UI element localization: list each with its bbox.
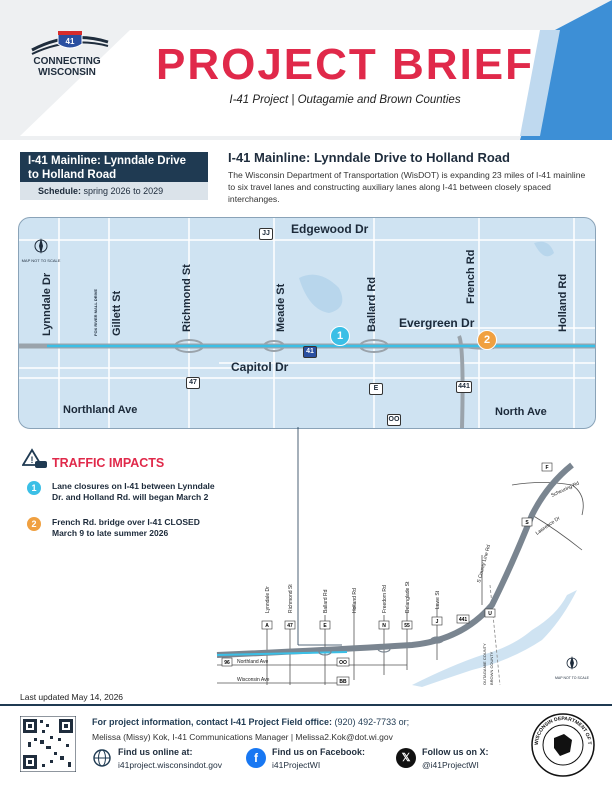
main-map-north-label: MAP NOT TO SCALE bbox=[21, 258, 61, 263]
street-fox-river: FOX RIVER MALL DRIVE bbox=[93, 288, 98, 336]
svg-text:Delanglade St: Delanglade St bbox=[405, 581, 411, 613]
schedule-value: spring 2026 to 2029 bbox=[83, 186, 164, 196]
facebook-label: Find us on Facebook: bbox=[272, 747, 366, 757]
contact-line-1-bold: For project information, contact I-41 Project Field office: bbox=[92, 717, 333, 727]
svg-text:Wisconsin Ave: Wisconsin Ave bbox=[237, 677, 270, 683]
route-i41: 41 bbox=[303, 346, 317, 358]
svg-text:BB: BB bbox=[339, 679, 347, 685]
svg-text:Northland Ave: Northland Ave bbox=[237, 659, 269, 665]
project-tag: I-41 Mainline: Lynndale Drive to Holland Road bbox=[20, 152, 208, 182]
svg-text:Lawrence Dr: Lawrence Dr bbox=[534, 515, 562, 537]
globe-icon bbox=[92, 748, 112, 768]
street-north-ave: North Ave bbox=[495, 406, 547, 418]
footer-divider bbox=[0, 704, 612, 707]
traffic-warning-icon bbox=[22, 448, 48, 470]
main-map bbox=[18, 217, 596, 429]
svg-text:F: F bbox=[545, 465, 549, 471]
section-description: The Wisconsin Department of Transportation (WisDOT) is expanding 23 miles of I-41 mainline to six travel lanes and constructing auxiliary lanes along I-41 between closely spaced interchanges. bbox=[228, 170, 586, 204]
svg-text:U: U bbox=[488, 611, 492, 617]
street-capitol: Capitol Dr bbox=[231, 360, 289, 374]
street-ballard: Ballard Rd bbox=[366, 276, 378, 332]
svg-text:S: S bbox=[525, 520, 529, 526]
online-link[interactable]: i41project.wisconsindot.gov bbox=[118, 760, 222, 770]
svg-text:MAP NOT TO SCALE: MAP NOT TO SCALE bbox=[555, 676, 589, 680]
route-jj: JJ bbox=[259, 228, 273, 240]
page-title: PROJECT BRIEF bbox=[155, 40, 535, 89]
svg-text:Holland Rd: Holland Rd bbox=[352, 588, 358, 613]
svg-text:E: E bbox=[323, 623, 327, 629]
street-edgewood: Edgewood Dr bbox=[291, 222, 369, 236]
contact-line-1 bbox=[92, 717, 409, 727]
street-holland: Holland Rd bbox=[557, 273, 569, 332]
schedule-box bbox=[20, 182, 208, 200]
traffic-impacts-title: TRAFFIC IMPACTS bbox=[52, 456, 165, 470]
svg-text:OO: OO bbox=[339, 660, 347, 666]
facebook-icon: f bbox=[246, 748, 266, 768]
svg-text:Scheuring Rd: Scheuring Rd bbox=[550, 480, 581, 499]
svg-text:Freedom Rd: Freedom Rd bbox=[382, 585, 388, 613]
street-richmond: Richmond St bbox=[181, 264, 193, 332]
svg-text:Richmond St: Richmond St bbox=[288, 584, 294, 613]
x-icon: 𝕏 bbox=[396, 748, 416, 768]
svg-text:96: 96 bbox=[224, 660, 230, 666]
schedule-label: Schedule: bbox=[38, 186, 82, 196]
svg-text:OUTAGAMIE COUNTY: OUTAGAMIE COUNTY bbox=[482, 643, 487, 685]
svg-text:41: 41 bbox=[65, 37, 75, 46]
svg-text:!: ! bbox=[30, 455, 34, 465]
route-47: 47 bbox=[186, 377, 200, 389]
logo-text: CONNECTING WISCONSIN bbox=[33, 56, 101, 78]
svg-text:Lawe St: Lawe St bbox=[435, 590, 441, 609]
svg-text:N: N bbox=[382, 623, 386, 629]
street-gillett: Gillett St bbox=[111, 290, 123, 336]
contact-line-2[interactable]: Melissa (Missy) Kok, I-41 Communications Manager | Melissa2.Kok@dot.wi.gov bbox=[92, 732, 393, 742]
contact-line-1-phone[interactable]: (920) 492-7733 or; bbox=[334, 717, 410, 727]
svg-text:BROWN COUNTY: BROWN COUNTY bbox=[489, 651, 494, 685]
qr-code[interactable] bbox=[20, 716, 76, 772]
street-lynndale: Lynndale Dr bbox=[41, 272, 53, 336]
impact-marker-2[interactable]: 2 bbox=[477, 330, 497, 350]
svg-text:WISCONSIN DEPARTMENT OF TRANSP: WISCONSIN DEPARTMENT OF T bbox=[533, 715, 593, 746]
svg-text:J: J bbox=[435, 619, 439, 625]
section-title: I-41 Mainline: Lynndale Drive to Holland Road bbox=[228, 150, 510, 165]
svg-text:55: 55 bbox=[404, 623, 410, 629]
impact-number-1: 1 bbox=[27, 481, 41, 495]
overview-map bbox=[212, 455, 597, 690]
wisdot-seal bbox=[530, 712, 596, 778]
svg-text:A: A bbox=[265, 623, 269, 629]
impact-marker-1[interactable]: 1 bbox=[330, 326, 350, 346]
online-label: Find us online at: bbox=[118, 747, 193, 757]
svg-text:S County Line Rd: S County Line Rd bbox=[476, 544, 493, 584]
street-french: French Rd bbox=[465, 249, 477, 304]
impact-item-2: French Rd. bridge over I-41 CLOSED March 9 to late summer 2026 bbox=[52, 517, 200, 538]
route-oo: OO bbox=[387, 414, 401, 426]
svg-text:Ballard Rd: Ballard Rd bbox=[323, 589, 329, 613]
main-map-graphics bbox=[19, 218, 595, 428]
last-updated: Last updated May 14, 2026 bbox=[20, 692, 124, 702]
facebook-link[interactable]: i41ProjectWI bbox=[272, 760, 321, 770]
street-northland: Northland Ave bbox=[63, 404, 138, 416]
svg-text:47: 47 bbox=[287, 623, 293, 629]
x-link[interactable]: @i41ProjectWI bbox=[422, 760, 479, 770]
connecting-wisconsin-logo bbox=[30, 28, 110, 58]
street-evergreen: Evergreen Dr bbox=[399, 316, 475, 330]
page-subtitle: I-41 Project | Outagamie and Brown Counties bbox=[229, 94, 461, 106]
svg-text:Lynndale Dr: Lynndale Dr bbox=[265, 586, 271, 613]
x-label: Follow us on X: bbox=[422, 747, 489, 757]
impact-number-2: 2 bbox=[27, 517, 41, 531]
route-441: 441 bbox=[456, 381, 472, 393]
street-meade: Meade St bbox=[275, 283, 287, 332]
impact-item-1: Lane closures on I-41 between Lynndale Dr. and Holland Rd. will began March 2 bbox=[52, 481, 215, 502]
route-e: E bbox=[369, 383, 383, 395]
svg-text:441: 441 bbox=[458, 617, 468, 623]
